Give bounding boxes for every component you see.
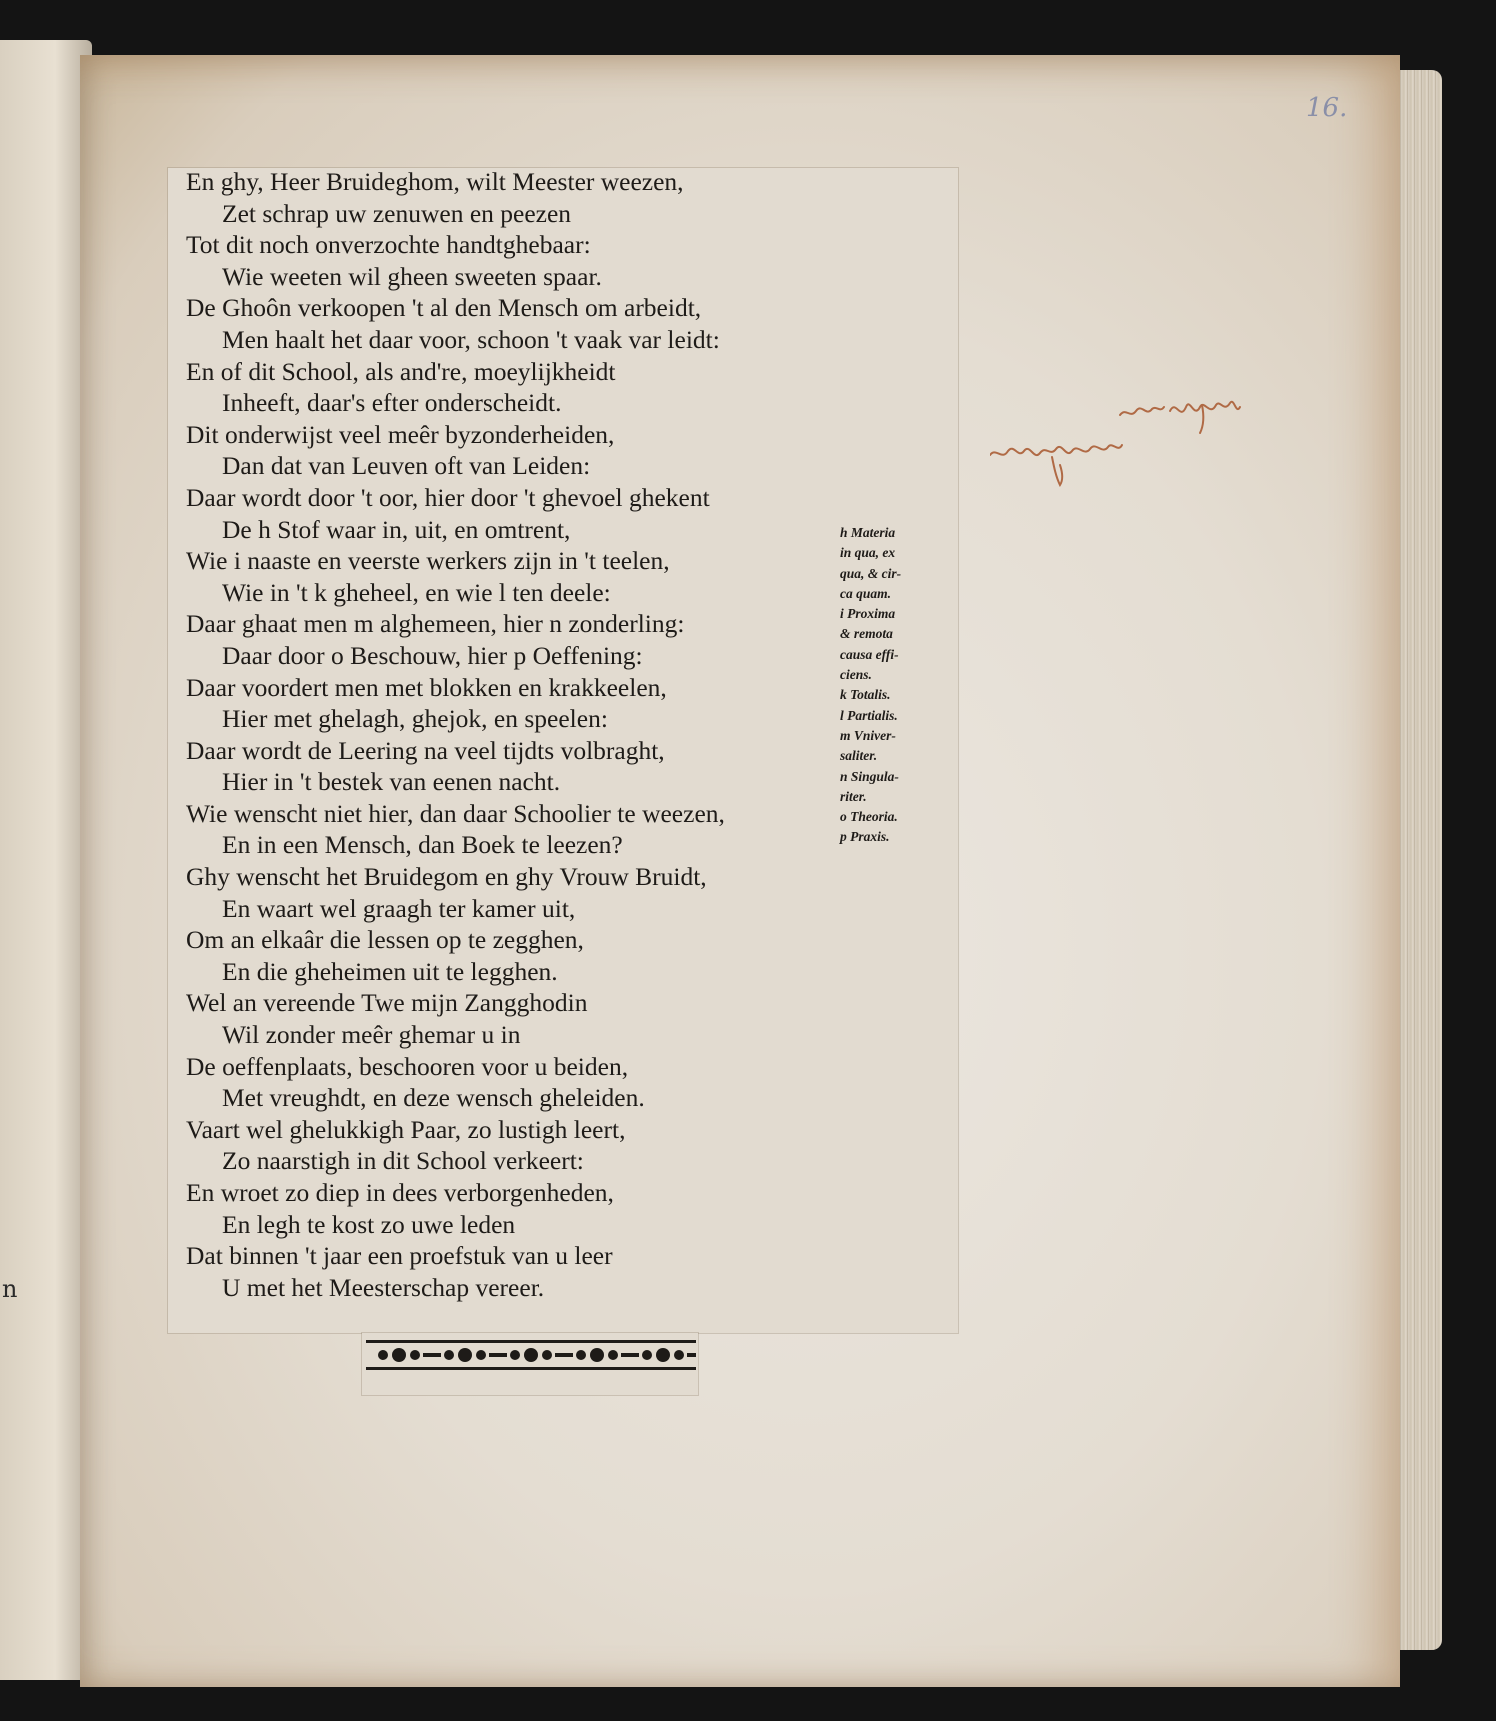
poem-line: Zo naarstigh in dit School verkeert: [222, 1146, 584, 1176]
marginal-note-line: i Proxima [840, 606, 896, 622]
marginal-note-line: riter. [840, 788, 867, 804]
ornament-glyph [458, 1348, 472, 1362]
poem-line: Wie i naaste en veerste werkers zijn in 't teelen, [186, 546, 670, 576]
poem-line: Vaart wel ghelukkigh Paar, zo lustigh leert, [186, 1114, 626, 1144]
poem-line: Wie in 't k gheheel, en wie l ten deele: [222, 577, 611, 607]
marginal-note-line: k Totalis. [840, 687, 891, 703]
ornament-glyph [510, 1350, 520, 1360]
marginal-note-line: m Vniver- [840, 727, 896, 743]
poem-line: Met vreughdt, en deze wensch gheleiden. [222, 1083, 645, 1113]
poem-line: Daar wordt de Leering na veel tijdts volbraght, [186, 735, 665, 765]
poem-line: Wel an vereende Twe mijn Zangghodin [186, 988, 588, 1018]
poem-line: Daar ghaat men m alghemeen, hier n zonderling: [186, 609, 685, 639]
marginal-note-line: p Praxis. [840, 829, 890, 845]
poem-line: De oeffenplaats, beschooren voor u beiden, [186, 1051, 629, 1081]
ornament-glyph [656, 1348, 670, 1362]
poem-line: Daar voordert men met blokken en krakkeelen, [186, 672, 667, 702]
poem-line: En waart wel graagh ter kamer uit, [222, 893, 576, 923]
ornament-glyph [674, 1350, 684, 1360]
poem-line: De Ghoôn verkoopen 't al den Mensch om arbeidt, [186, 293, 702, 323]
ornament-glyph [687, 1353, 696, 1357]
poem-text [186, 166, 866, 1303]
ornament-glyph [555, 1353, 573, 1357]
ornament-glyph [642, 1350, 652, 1360]
poem-line: Dit onderwijst veel meêr byzonderheiden, [186, 419, 615, 449]
poem-line: Wil zonder meêr ghemar u in [222, 1020, 521, 1050]
poem-line: Men haalt het daar voor, schoon 't vaak var leidt: [222, 324, 720, 354]
marginal-note-line: ciens. [840, 667, 872, 683]
poem-line: En ghy, Heer Bruideghom, wilt Meester weezen, [186, 167, 684, 196]
left-page [0, 40, 92, 1680]
ornament-glyph [392, 1348, 406, 1362]
ornament-glyph [608, 1350, 618, 1360]
poem-line: Wie weeten wil gheen sweeten spaar. [222, 261, 602, 291]
poem-line: Daar door o Beschouw, hier p Oeffening: [222, 640, 643, 670]
marginal-note-line: in qua, ex [840, 545, 896, 561]
ornament-glyph [542, 1350, 552, 1360]
marginal-note-line: & remota [840, 626, 893, 642]
marginal-note-line: causa effi- [840, 646, 899, 662]
poem-line: En die gheheimen uit te legghen. [222, 956, 558, 986]
ornament-glyph [576, 1350, 586, 1360]
ornament-glyph [378, 1350, 388, 1360]
marginal-note-line: ca quam. [840, 585, 892, 601]
poem-line: Ghy wenscht het Bruidegom en ghy Vrouw Bruidt, [186, 862, 707, 892]
ornament-glyph [524, 1348, 538, 1362]
ornament-glyph [444, 1350, 454, 1360]
marginal-note-line: qua, & cir- [840, 565, 902, 581]
poem-line: Dan dat van Leuven oft van Leiden: [222, 451, 591, 481]
marginal-note-line: saliter. [840, 748, 878, 764]
ornament-glyph [489, 1353, 507, 1357]
poem-line: De h Stof waar in, uit, en omtrent, [222, 514, 571, 544]
poem-line: Inheeft, daar's efter onderscheidt. [222, 388, 562, 418]
poem-line: Tot dit noch onverzochte handtghebaar: [186, 230, 591, 260]
poem-line: U met het Meesterschap vereer. [222, 1272, 545, 1302]
poem-line: Wie wenscht niet hier, dan daar Schoolier te weezen, [186, 798, 725, 828]
marginal-notes [840, 523, 956, 848]
marginal-note-line: n Singula- [840, 768, 899, 784]
poem-line: En wroet zo diep in dees verborgenheden, [186, 1178, 614, 1207]
poem-line: Om an elkaâr die lessen op te zegghen, [186, 925, 584, 955]
ornament-glyph [621, 1353, 639, 1357]
ornament-glyph [423, 1353, 441, 1357]
poem-line: Hier in 't bestek van eenen nacht. [222, 767, 561, 797]
handwritten-annotation [990, 395, 1260, 505]
poem-line: En of dit School, als and're, moeylijkheidt [186, 356, 616, 386]
ornament-glyph [590, 1348, 604, 1362]
poem-line: En legh te kost zo uwe leden [222, 1209, 516, 1239]
poem-line: Zet schrap uw zenuwen en peezen [222, 198, 572, 228]
ornament-glyph [410, 1350, 420, 1360]
marginal-note-line: h Materia [840, 525, 896, 540]
left-page-letter: n [2, 1275, 18, 1303]
ornament-border [366, 1340, 696, 1370]
poem-line: En in een Mensch, dan Boek te leezen? [222, 830, 623, 860]
page-number: 16. [1306, 93, 1348, 123]
marginal-note-line: o Theoria. [840, 809, 898, 825]
poem-line: Dat binnen 't jaar een proefstuk van u leer [186, 1241, 613, 1271]
poem-line: Hier met ghelagh, ghejok, en speelen: [222, 704, 608, 734]
marginal-note-line: l Partialis. [840, 707, 898, 723]
poem-line: Daar wordt door 't oor, hier door 't ghevoel ghekent [186, 482, 710, 512]
ornament-glyph [476, 1350, 486, 1360]
